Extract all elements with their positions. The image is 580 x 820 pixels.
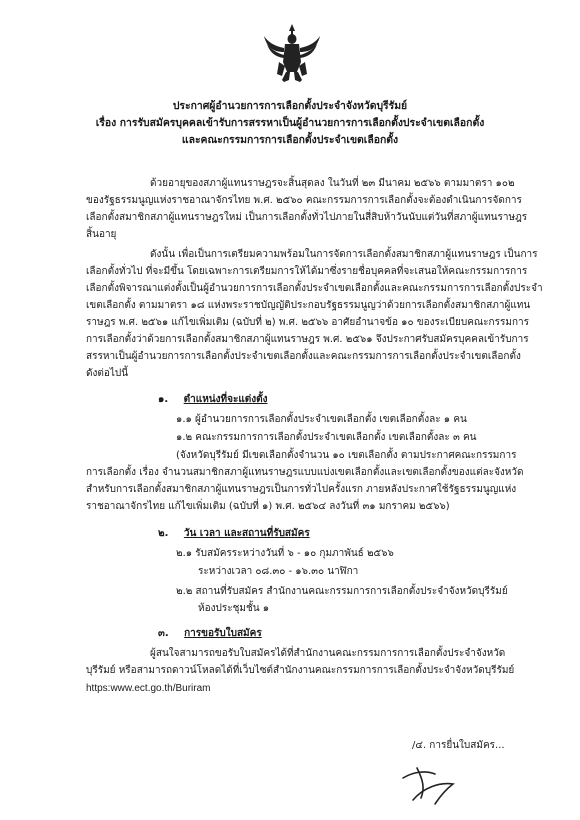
para2-line-1: ดังนั้น เพื่อเป็นการเตรียมความพร้อมในการจัดการเลือกตั้งสมาชิกสภาผู้แทนราษฎร เป็นการ	[150, 249, 538, 260]
section1-title: ตำแหน่งที่จะแต่งตั้ง	[183, 394, 268, 405]
section2-item-2: ๒.๒ สถานที่รับสมัคร สำนักงานคณะกรรมการการเลือกตั้งประจำจังหวัดบุรีรัมย์	[176, 586, 508, 597]
section2-item-1-time: ระหว่างเวลา ๐๘.๓๐ - ๑๖.๓๐ นาฬิกา	[198, 566, 359, 577]
section2-heading	[158, 526, 310, 543]
intro-line-2: ของรัฐธรรมนูญแห่งราชอาณาจักรไทย พ.ศ. ๒๕๖๐ คณะกรรมการการเลือกตั้งจะต้องดำเนินการจัดการ	[86, 195, 522, 206]
document-subject-cont: และคณะกรรมการการเลือกตั้งประจำเขตเลือกตั้ง	[181, 134, 399, 146]
section1-number: ๑.	[158, 394, 169, 405]
para2-line-2: เลือกตั้งทั่วไป ที่จะมีขึ้น โดยเฉพาะการเตรียมการให้ได้มาซึ่งรายชื่อบุคคลที่จะเสนอให้คณะกรรมการการ	[86, 266, 528, 277]
section1-item-1: ๑.๑ ผู้อำนวยการการเลือกตั้งประจำเขตเลือกตั้ง เขตเลือกตั้งละ ๑ คน	[176, 414, 467, 425]
para2-line-5: ราษฎร พ.ศ. ๒๕๖๑ แก้ไขเพิ่มเติม (ฉบับที่ ๒) พ.ศ. ๒๕๖๖ อาศัยอำนาจข้อ ๑๐ ของระเบียบคณะกรรมการ	[86, 317, 529, 328]
intro-line-4: สิ้นอายุ	[86, 229, 117, 240]
section1-item-2: ๑.๒ คณะกรรมการการเลือกตั้งประจำเขตเลือกตั้ง เขตเลือกตั้งละ ๓ คน	[176, 432, 477, 443]
section1-heading	[158, 392, 268, 409]
website-url[interactable]: https:www.ect.go.th/Buriram	[86, 683, 211, 694]
handwritten-signature-icon	[395, 758, 465, 808]
section2-item-1: ๒.๑ รับสมัครระหว่างวันที่ ๖ - ๑๐ กุมภาพันธ์ ๒๕๖๖	[176, 548, 394, 559]
section3-line-2: บุรีรัมย์ หรือสามารถดาวน์โหลดได้ที่เว็บไซต์สำนักงานคณะกรรมการการเลือกตั้งประจำจังหวัดบุรีรัมย์	[86, 665, 515, 676]
garuda-emblem-icon	[262, 22, 322, 84]
continuation-note: /๔. การยื่นใบสมัคร...	[412, 740, 505, 751]
section3-heading	[158, 626, 262, 643]
para2-line-3: เลือกตั้งพิจารณาแต่งตั้งเป็นผู้อำนวยการการเลือกตั้งประจำเขตเลือกตั้งและคณะกรรมการการเลือกตั้งประจำ	[86, 283, 543, 294]
section2-number: ๒.	[158, 528, 169, 539]
section2-title: วัน เวลา และสถานที่รับสมัคร	[183, 528, 310, 539]
section3-title: การขอรับใบสมัคร	[184, 628, 262, 639]
section1-note-line-4: ราชอาณาจักรไทย แก้ไขเพิ่มเติม (ฉบับที่ ๑) พ.ศ. ๒๕๖๔ ลงวันที่ ๓๑ มกราคม ๒๕๖๖)	[86, 501, 450, 512]
section1-note-line-1: (จังหวัดบุรีรัมย์ มีเขตเลือกตั้งจำนวน ๑๐ เขตเลือกตั้ง ตามประกาศคณะกรรมการ	[176, 450, 517, 461]
section3-number: ๓.	[158, 628, 169, 639]
document-title: ประกาศผู้อำนวยการการเลือกตั้งประจำจังหวัดบุรีรัมย์	[172, 100, 408, 112]
section1-note-line-2: การเลือกตั้ง เรื่อง จำนวนสมาชิกสภาผู้แทนราษฎรแบบแบ่งเขตเลือกตั้งและเขตเลือกตั้งของแต่ละจังหวัด	[86, 467, 524, 478]
para2-line-6: การเลือกตั้งว่าด้วยการเลือกตั้งสมาชิกสภาผู้แทนราษฎร พ.ศ. ๒๕๖๑ จึงประกาศรับสมัครบุคคลเข้ารับการ	[86, 334, 529, 345]
para2-line-7: สรรหาเป็นผู้อำนวยการการเลือกตั้งประจำเขตเลือกตั้งและคณะกรรมการการเลือกตั้งประจำเขตเลือกตั้ง	[86, 351, 521, 362]
intro-line-1: ด้วยอายุของสภาผู้แทนราษฎรจะสิ้นสุดลง ในวันที่ ๒๓ มีนาคม ๒๕๖๖ ตามมาตรา ๑๐๒	[150, 178, 515, 189]
section2-item-2-room: ห้องประชุมชั้น ๑	[198, 603, 270, 614]
para2-line-8: ดังต่อไปนี้	[86, 368, 129, 379]
section3-line-1: ผู้สนใจสามารถขอรับใบสมัครได้ที่สำนักงานคณะกรรมการการเลือกตั้งประจำจังหวัด	[150, 648, 506, 659]
intro-line-3: เลือกตั้งสมาชิกสภาผู้แทนราษฎรใหม่ เป็นการเลือกตั้งทั่วไปภายในสี่สิบห้าวันนับแต่วันที่สภาผู้แทนราษฎร	[86, 212, 528, 223]
document-subject: เรื่อง การรับสมัครบุคคลเข้ารับการสรรหาเป็นผู้อำนวยการการเลือกตั้งประจำเขตเลือกตั้ง	[95, 117, 485, 129]
para2-line-4: เขตเลือกตั้ง ตามมาตรา ๑๘ แห่งพระราชบัญญัติประกอบรัฐธรรมนูญว่าด้วยการเลือกตั้งสมาชิกสภาผู้แทน	[86, 300, 531, 311]
section1-note-line-3: สำหรับการเลือกตั้งสมาชิกสภาผู้แทนราษฎรเป็นการทั่วไปครั้งแรก ภายหลังประกาศใช้รัฐธรรมนูญแห่ง	[86, 484, 517, 495]
